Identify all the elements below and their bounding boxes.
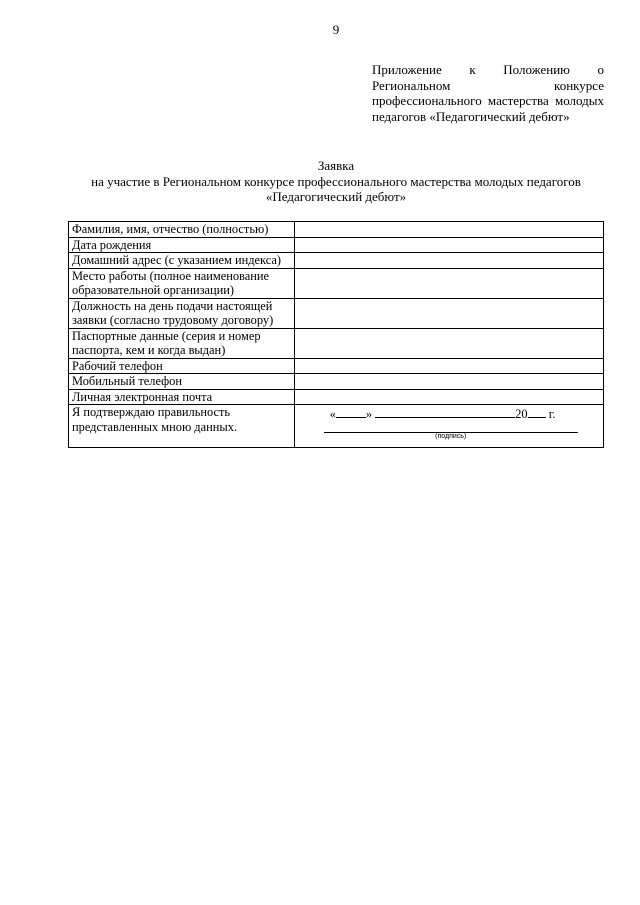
form-row-passport — [69, 328, 604, 358]
form-label-full-name: Фамилия, имя, отчество (полностью) — [69, 222, 295, 238]
form-label-work-phone: Рабочий телефон — [69, 358, 295, 374]
form-label-workplace: Место работы (полное наименование образовательной организации) — [69, 268, 295, 298]
document-title — [40, 158, 632, 205]
date-year-blank[interactable] — [528, 406, 546, 418]
form-row-confirmation — [69, 405, 604, 448]
date-day-blank[interactable] — [336, 406, 366, 418]
form-field-home-address[interactable] — [294, 253, 603, 269]
form-row-birth-date — [69, 237, 604, 253]
form-field-workplace[interactable] — [294, 268, 603, 298]
form-field-work-phone[interactable] — [294, 358, 603, 374]
title-line-2: на участие в Региональном конкурсе профессионального мастерства молодых педагогов — [91, 173, 581, 189]
page-number: 9 — [332, 22, 340, 37]
application-form-table — [68, 221, 604, 448]
form-row-mobile-phone — [69, 374, 604, 390]
date-year-prefix: 20 — [515, 407, 528, 421]
date-line — [330, 406, 556, 422]
form-field-passport[interactable] — [294, 328, 603, 358]
date-month-blank[interactable] — [375, 406, 515, 418]
form-row-email — [69, 389, 604, 405]
form-label-passport: Паспортные данные (серия и номер паспорта, кем и когда выдан) — [69, 328, 295, 358]
form-field-position[interactable] — [294, 298, 603, 328]
signature-caption: (подпись) — [435, 433, 467, 440]
date-open-quote: « — [329, 407, 336, 421]
date-close-quote: » — [365, 407, 373, 421]
title-line-3: «Педагогический дебют» — [265, 189, 407, 204]
form-label-mobile-phone: Мобильный телефон — [69, 374, 295, 390]
signature-date-cell — [294, 405, 603, 448]
form-label-email: Личная электронная почта — [69, 389, 295, 405]
form-field-email[interactable] — [294, 389, 603, 405]
form-field-mobile-phone[interactable] — [294, 374, 603, 390]
form-row-work-phone — [69, 358, 604, 374]
date-year-suffix: г. — [548, 407, 556, 421]
form-row-full-name — [69, 222, 604, 238]
form-label-home-address: Домашний адрес (с указанием индекса) — [69, 253, 295, 269]
form-row-home-address — [69, 253, 604, 269]
form-label-birth-date: Дата рождения — [69, 237, 295, 253]
form-field-full-name[interactable] — [294, 222, 603, 238]
form-row-position — [69, 298, 604, 328]
form-field-birth-date[interactable] — [294, 237, 603, 253]
appendix-note: Приложение к Положению о Региональном конкурсе профессионального мастерства молодых педагогов «Педагогический дебют» — [372, 62, 604, 124]
form-row-workplace — [69, 268, 604, 298]
signature-block — [298, 405, 600, 447]
title-line-1: Заявка — [317, 158, 355, 173]
form-label-position: Должность на день подачи настоящей заявки (согласно трудовому договору) — [69, 298, 295, 328]
form-label-confirmation: Я подтверждаю правильность представленных мною данных. — [69, 405, 295, 448]
